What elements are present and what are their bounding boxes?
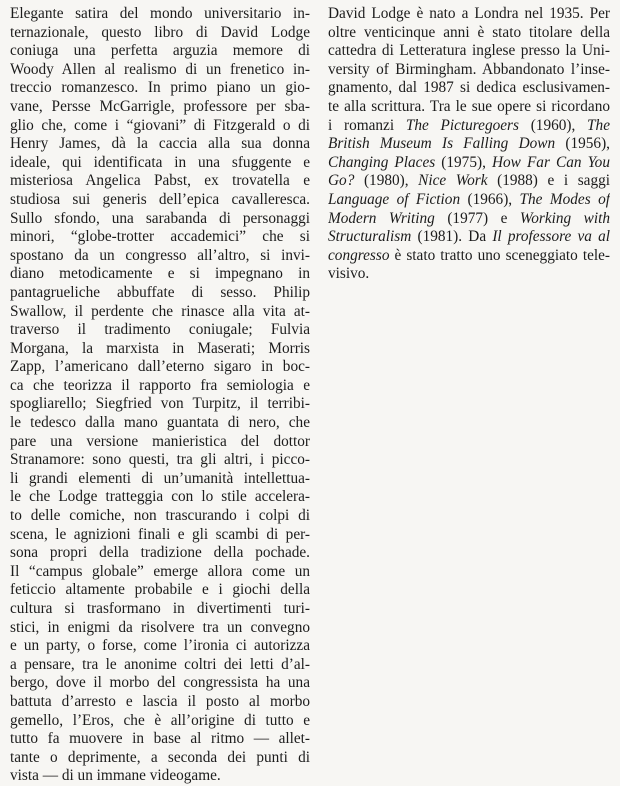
text-segment: i romanzi bbox=[328, 116, 406, 134]
author-bio-column bbox=[328, 5, 610, 284]
text-segment: Zapp, l’americano dall’eterno sigaro in boc- bbox=[10, 358, 310, 376]
synopsis-line bbox=[10, 340, 310, 359]
synopsis-line bbox=[10, 24, 310, 43]
synopsis-line bbox=[10, 210, 310, 229]
synopsis-line bbox=[10, 98, 310, 117]
italic-title-text: The bbox=[587, 116, 610, 134]
text-segment: traverso il tradimento coniugale; Fulvia bbox=[10, 321, 310, 339]
text-segment: glio che, come i “giovani” di Fitzgerald o di bbox=[10, 116, 310, 134]
synopsis-line bbox=[10, 5, 310, 24]
text-segment: le tedesco dalla mano guantata di nero, che bbox=[10, 414, 310, 432]
text-segment: cultura si trasformano in divertimenti turi- bbox=[10, 600, 310, 617]
text-segment: treccio romanzesco. In primo piano un gio- bbox=[10, 79, 310, 97]
synopsis-line bbox=[10, 619, 310, 638]
synopsis-line bbox=[10, 563, 310, 582]
bio-line bbox=[328, 61, 610, 80]
bio-line bbox=[328, 79, 610, 98]
italic-title-text: Nice Work bbox=[418, 172, 488, 190]
text-segment: Morgana, la marxista in Maserati; Morris bbox=[10, 339, 310, 357]
synopsis-line bbox=[10, 730, 310, 749]
bio-line bbox=[328, 42, 610, 61]
synopsis-line bbox=[10, 674, 310, 693]
synopsis-line bbox=[10, 284, 310, 303]
synopsis-line bbox=[10, 414, 310, 433]
text-segment: tutto fa muovere in base al ritmo — allet- bbox=[10, 730, 310, 748]
text-segment: è stato tratto uno sceneggiato tele- bbox=[389, 246, 610, 264]
synopsis-line bbox=[10, 135, 310, 154]
synopsis-line bbox=[10, 395, 310, 414]
text-segment: ideale, qui identificata in una sfuggente e bbox=[10, 153, 310, 171]
synopsis-line bbox=[10, 470, 310, 489]
text-segment: a pensare, tra le anonime coltri dei letti d’al- bbox=[10, 655, 310, 673]
text-segment: gemello, l’Eros, che è all’origine di tutto e bbox=[10, 711, 310, 729]
text-segment: scena, le agnizioni finali e gli scambi di per- bbox=[10, 525, 310, 543]
text-segment: (1988) e i saggi bbox=[487, 172, 610, 190]
text-segment: Stranamore: sono questi, tra gli altri, i picco- bbox=[10, 451, 310, 469]
bio-line bbox=[328, 117, 610, 136]
italic-title-text: Language of Fiction bbox=[328, 190, 461, 208]
text-segment: battuta d’arresto e lascia il posto al morbo bbox=[10, 692, 310, 710]
text-segment: (1981). Da bbox=[411, 228, 493, 246]
italic-title-text: Structuralism bbox=[328, 228, 412, 246]
text-segment: pare una versione manieristica del dottor bbox=[10, 432, 310, 450]
synopsis-line bbox=[10, 544, 310, 563]
text-segment: sona propri della tradizione della pochade. bbox=[10, 544, 310, 562]
synopsis-column bbox=[10, 5, 310, 786]
italic-title-text: Il professore va al bbox=[492, 228, 610, 246]
bio-line bbox=[328, 172, 610, 191]
synopsis-line bbox=[10, 656, 310, 675]
text-segment: feticcio altamente probabile e i giochi della bbox=[10, 581, 310, 599]
text-segment: minori, “globe-trotter accademici” che si bbox=[10, 228, 310, 246]
text-segment: (1977) e bbox=[434, 209, 520, 227]
synopsis-line bbox=[10, 488, 310, 507]
text-segment: Swallow, il perdente che rinasce alla vita at- bbox=[10, 302, 310, 320]
text-segment: (1960), bbox=[518, 116, 588, 134]
synopsis-line bbox=[10, 507, 310, 526]
text-segment: (1980), bbox=[354, 172, 419, 190]
text-segment: cattedra di Letteratura inglese presso la Uni- bbox=[328, 42, 610, 60]
text-segment: bergo, dove il morbo del congressista ha una bbox=[10, 674, 310, 692]
bio-line bbox=[328, 98, 610, 117]
synopsis-line bbox=[10, 303, 310, 322]
text-segment: to delle comiche, non trascurando i colpi di bbox=[10, 507, 310, 525]
text-segment: vista — di un immane videogame. bbox=[10, 767, 221, 785]
text-segment: oltre venticinque anni è stato titolare della bbox=[328, 23, 610, 41]
italic-title-text: Modern Writing bbox=[328, 209, 435, 227]
text-segment: David Lodge è nato a Londra nel 1935. Per bbox=[328, 5, 610, 22]
synopsis-line bbox=[10, 61, 310, 80]
italic-title-text: congresso bbox=[328, 246, 390, 264]
text-segment: e un party, o forse, come l’ironia ci autorizza bbox=[10, 637, 310, 655]
text-segment: Woody Allen al realismo di un frenetico in- bbox=[10, 60, 310, 78]
synopsis-line bbox=[10, 600, 310, 619]
text-segment: vane, Persse McGarrigle, professore per sba- bbox=[10, 97, 310, 115]
text-segment: gnamento, dal 1987 si dedica esclusivamen- bbox=[328, 79, 610, 97]
italic-title-text: How Far Can You bbox=[491, 153, 610, 171]
synopsis-line bbox=[10, 247, 310, 266]
bio-line bbox=[328, 247, 610, 266]
synopsis-line bbox=[10, 265, 310, 284]
synopsis-line bbox=[10, 191, 310, 210]
text-segment: te alla scrittura. Tra le sue opere si ricordano bbox=[328, 97, 610, 115]
synopsis-line bbox=[10, 767, 310, 786]
synopsis-line bbox=[10, 228, 310, 247]
italic-title-text: The Modes of bbox=[519, 190, 610, 208]
text-segment: (1966), bbox=[460, 190, 520, 208]
text-segment: li grandi elementi di un’umanità intellettua- bbox=[10, 469, 310, 487]
text-segment: versity of Birmingham. Abbandonato l’inse- bbox=[328, 60, 610, 78]
text-segment: spogliarello; Siegfried von Turpitz, il terribi- bbox=[10, 395, 310, 413]
synopsis-line bbox=[10, 693, 310, 712]
synopsis-line bbox=[10, 451, 310, 470]
bio-line bbox=[328, 135, 610, 154]
synopsis-line bbox=[10, 581, 310, 600]
italic-title-text: Changing Places bbox=[328, 153, 436, 171]
text-segment: Henry James, dà la caccia alla sua donna bbox=[10, 135, 310, 153]
synopsis-line bbox=[10, 712, 310, 731]
text-segment: tante o deprimente, a seconda dei punti di bbox=[10, 748, 310, 766]
synopsis-line bbox=[10, 526, 310, 545]
synopsis-line bbox=[10, 79, 310, 98]
text-segment: pantagrueliche abbuffate di sesso. Philip bbox=[10, 283, 310, 301]
bio-line bbox=[328, 210, 610, 229]
synopsis-line bbox=[10, 637, 310, 656]
text-segment: Sullo sfondo, una sarabanda di personaggi bbox=[10, 209, 310, 227]
bio-line bbox=[328, 228, 610, 247]
italic-title-text: Go? bbox=[328, 172, 355, 190]
text-segment: stici, in enigmi da risolvere tra un convegno bbox=[10, 618, 310, 636]
synopsis-line bbox=[10, 433, 310, 452]
synopsis-line bbox=[10, 749, 310, 768]
synopsis-line bbox=[10, 172, 310, 191]
synopsis-line bbox=[10, 377, 310, 396]
text-segment: Il “campus globale” emerge allora come un bbox=[10, 562, 310, 580]
text-segment: studiosa sui generis dell’epica cavalleresca. bbox=[10, 190, 310, 208]
bio-line bbox=[328, 24, 610, 43]
bio-line bbox=[328, 191, 610, 210]
text-segment: ternazionale, questo libro di David Lodge bbox=[10, 23, 310, 41]
text-segment: visivo. bbox=[328, 265, 370, 283]
text-segment: le che Lodge tratteggia con lo stile accelera- bbox=[10, 488, 310, 506]
synopsis-line bbox=[10, 154, 310, 173]
synopsis-line bbox=[10, 117, 310, 136]
bio-line bbox=[328, 5, 610, 24]
text-segment: Elegante satira del mondo universitario in- bbox=[10, 5, 310, 22]
text-segment: diano metodicamente e si impegnano in bbox=[10, 265, 310, 283]
italic-title-text: Working with bbox=[519, 209, 610, 227]
text-segment: misteriosa Angelica Pabst, ex trovatella e bbox=[10, 172, 310, 190]
text-segment: ca che teorizza il rapporto fra semiologia e bbox=[10, 376, 310, 394]
synopsis-line bbox=[10, 358, 310, 377]
text-segment: (1975), bbox=[435, 153, 492, 171]
text-segment: coniuga una perfetta arguzia memore di bbox=[10, 42, 310, 60]
bio-line bbox=[328, 154, 610, 173]
text-segment: spostano da un congresso all’altro, si invi- bbox=[10, 246, 310, 264]
synopsis-line bbox=[10, 42, 310, 61]
text-segment: (1956), bbox=[555, 135, 610, 153]
italic-title-text: British Museum Is Falling Down bbox=[328, 135, 556, 153]
italic-title-text: The Picturegoers bbox=[405, 116, 519, 134]
bio-line bbox=[328, 265, 610, 284]
synopsis-line bbox=[10, 321, 310, 340]
